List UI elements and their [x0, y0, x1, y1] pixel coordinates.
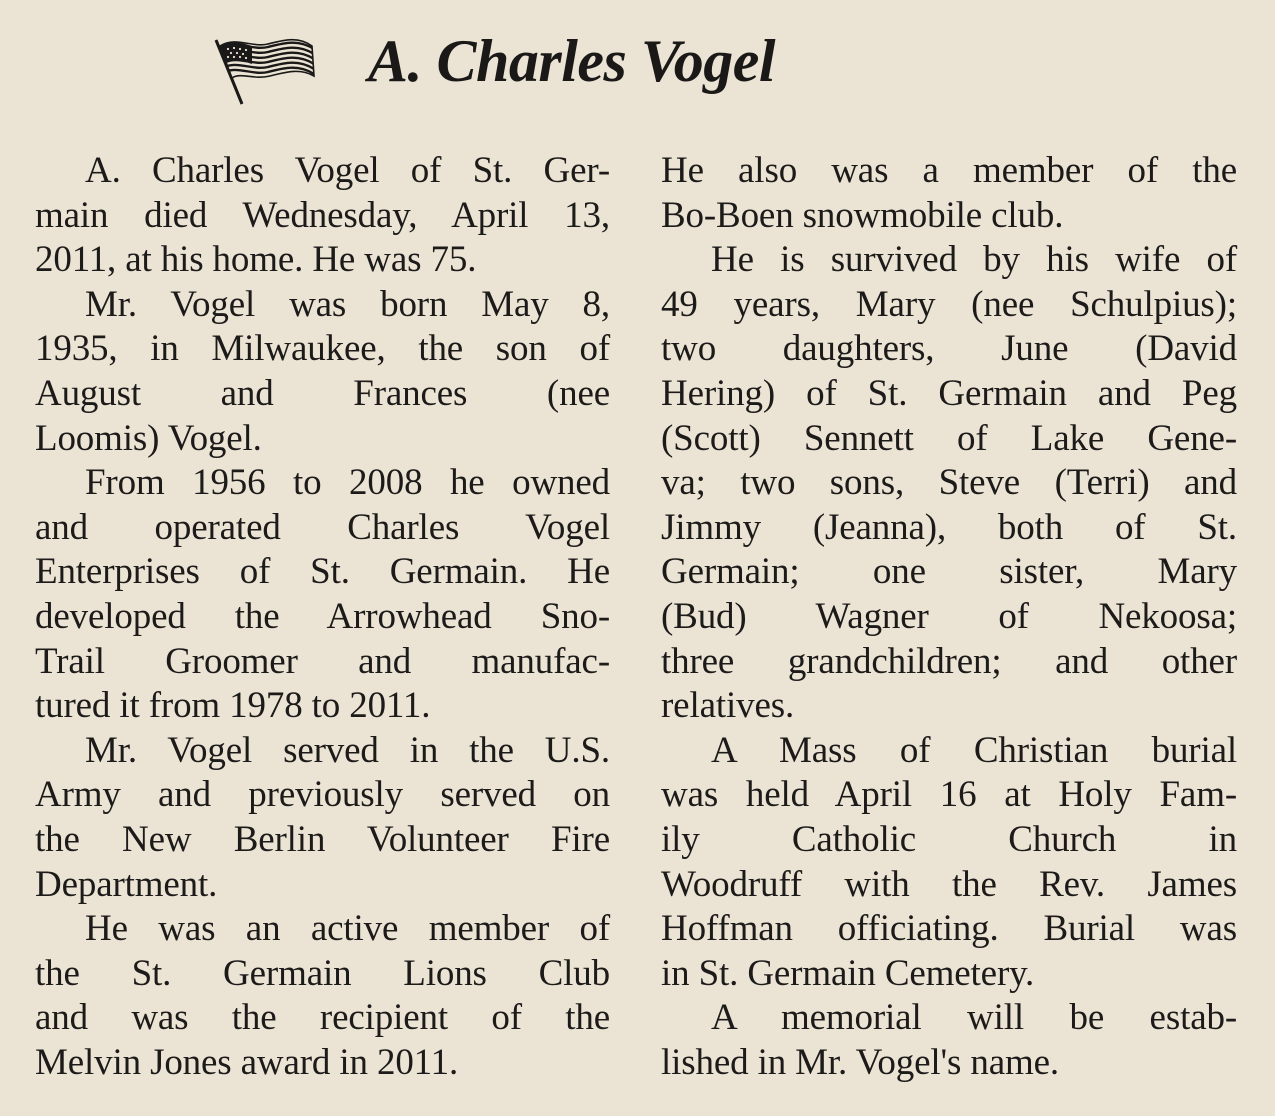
right-column: [661, 149, 1237, 1085]
text-line: 1935, in Milwaukee, the son of: [35, 328, 610, 370]
text-line: (Bud) Wagner of Nekoosa;: [661, 595, 1237, 637]
text-line: three grandchildren; and other: [661, 640, 1237, 682]
text-line: Department.: [35, 863, 218, 905]
text-line: 2011, at his home. He was 75.: [35, 239, 477, 281]
obituary-title: A. Charles Vogel: [368, 28, 776, 94]
text-line: Bo-Boen snowmobile club.: [661, 194, 1064, 236]
text-line: Enterprises of St. Germain. He: [35, 551, 610, 593]
text-line: lished in Mr. Vogel's name.: [661, 1041, 1059, 1083]
text-line: main died Wednesday, April 13,: [35, 194, 610, 236]
paragraph: [661, 238, 1237, 729]
paragraph: [35, 461, 610, 729]
obituary-body: [0, 149, 1275, 1109]
text-line: He was an active member of: [85, 908, 610, 950]
text-line: Hoffman officiating. Burial was: [661, 908, 1237, 950]
text-line: Jimmy (Jeanna), both of St.: [661, 506, 1237, 548]
text-line: va; two sons, Steve (Terri) and: [661, 462, 1237, 504]
paragraph: [661, 149, 1237, 238]
paragraph: [35, 729, 610, 907]
text-line: relatives.: [661, 685, 795, 727]
text-line: Army and previously served on: [35, 774, 610, 816]
text-line: Mr. Vogel was born May 8,: [85, 283, 610, 325]
text-line: in St. Germain Cemetery.: [661, 952, 1035, 994]
american-flag-icon: [212, 32, 316, 106]
headline-row: [0, 18, 1275, 106]
text-line: and operated Charles Vogel: [35, 506, 610, 548]
text-line: Loomis) Vogel.: [35, 417, 262, 459]
paragraph: [661, 729, 1237, 997]
paragraph: [35, 283, 610, 461]
text-line: Melvin Jones award in 2011.: [35, 1041, 459, 1083]
text-line: He also was a member of the: [661, 150, 1237, 191]
text-line: developed the Arrowhead Sno-: [35, 595, 610, 637]
text-line: 49 years, Mary (nee Schulpius);: [661, 283, 1237, 325]
paragraph: [35, 907, 610, 1085]
text-line: Mr. Vogel served in the U.S.: [85, 729, 610, 771]
text-line: the New Berlin Volunteer Fire: [35, 818, 610, 860]
text-line: tured it from 1978 to 2011.: [35, 685, 431, 727]
text-line: ily Catholic Church in: [661, 818, 1237, 860]
text-line: (Scott) Sennett of Lake Gene-: [661, 417, 1237, 459]
text-line: the St. Germain Lions Club: [35, 952, 610, 994]
text-line: Germain; one sister, Mary: [661, 551, 1237, 593]
text-line: He is survived by his wife of: [711, 239, 1237, 281]
text-line: two daughters, June (David: [661, 328, 1237, 370]
text-line: and was the recipient of the: [35, 997, 610, 1039]
text-line: A memorial will be estab-: [711, 997, 1237, 1039]
text-line: was held April 16 at Holy Fam-: [661, 774, 1237, 816]
text-line: Hering) of St. Germain and Peg: [661, 372, 1237, 414]
paragraph: [661, 996, 1237, 1085]
left-column: [35, 149, 610, 1085]
text-line: A. Charles Vogel of St. Ger-: [85, 150, 610, 191]
text-line: August and Frances (nee: [35, 372, 610, 414]
text-line: A Mass of Christian burial: [711, 729, 1237, 771]
text-line: Woodruff with the Rev. James: [661, 863, 1237, 905]
text-line: Trail Groomer and manufac-: [35, 640, 610, 682]
text-line: From 1956 to 2008 he owned: [85, 462, 610, 504]
paragraph: [35, 149, 610, 283]
